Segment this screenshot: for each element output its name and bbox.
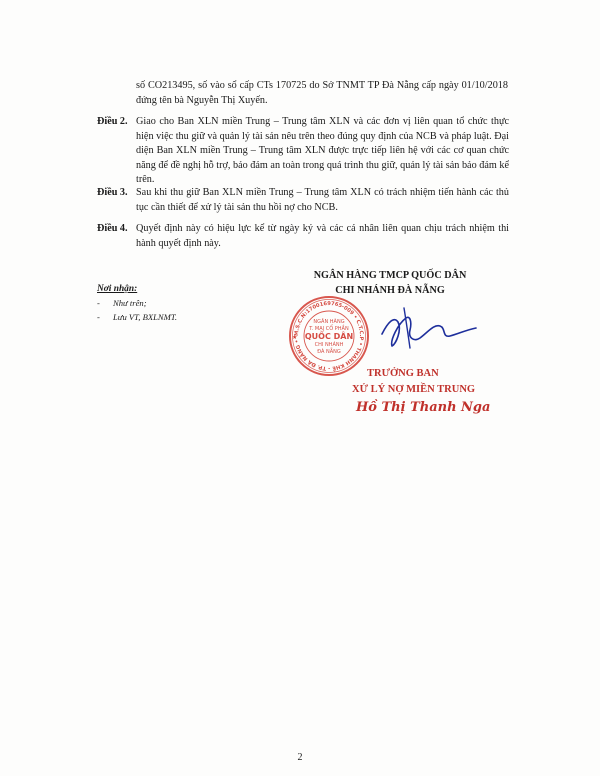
signer-department: XỬ LÝ NỢ MIỀN TRUNG (352, 384, 476, 395)
page-number: 2 (297, 752, 303, 763)
recipient-item-text: Lưu VT, BXLNMT. (113, 312, 178, 322)
article-3-text: Sau khi thu giữ Ban XLN miền Trung – Trung tâm XLN có trách nhiệm tiến hành các thủ tục cần thiết để xử lý tài sản thu hồi nợ cho NCB. (136, 187, 509, 213)
article-3-label: Điều 3. (97, 187, 128, 198)
seal-center-line3: QUỐC DÂN (304, 332, 354, 341)
recipient-item-text: Như trên; (113, 298, 147, 308)
signer-title: TRƯỞNG BAN (367, 368, 439, 379)
handwritten-signature (380, 300, 480, 360)
branch-name: CHI NHÁNH ĐÀ NẴNG (335, 285, 445, 296)
seal-center-line4: CHI NHÁNH (314, 342, 344, 348)
recipient-item: - Lưu VT, BXLNMT. (97, 312, 178, 322)
article-4-label: Điều 4. (97, 223, 128, 234)
recipient-item: - Như trên; (97, 298, 147, 308)
seal-center-line5: ĐÀ NẴNG (317, 349, 341, 355)
seal-star-icon: ★ (292, 335, 298, 341)
article-2-text: Giao cho Ban XLN miền Trung – Trung tâm XLN và các đơn vị liên quan tổ chức thực hiện việc thu giữ và quản lý tài sản nêu trên theo đúng quy định của NCB và pháp luật. Đại diện Ban XLN miền Trung – Trung tâm XLN được trực tiếp liên hệ với các cơ quan chức năng để đề nghị hỗ trợ, bảo đảm an toàn trong quá trình thu giữ, quản lý tài sản bảo đảm kể trên. (136, 116, 509, 186)
article-4 (97, 222, 509, 251)
signer-name: Hồ Thị Thanh Nga (356, 400, 491, 415)
company-seal (288, 295, 370, 377)
seal-center-line1: NGÂN HÀNG (313, 319, 345, 325)
article-4-text: Quyết định này có hiệu lực kể từ ngày ký và các cá nhân liên quan chịu trách nhiệm thi hành quyết định này. (136, 223, 509, 249)
recipients-heading: Nơi nhận: (97, 284, 138, 294)
seal-center-line2: T. MẠI CỔ PHẦN (309, 326, 349, 332)
seal-ring-text: M.S.C.N:1700169765-009 • C.T.C.P • THANH KHÊ - TP. ĐÀ NẴNG • (293, 300, 365, 372)
recipients-block (97, 282, 177, 324)
intro-paragraph: số CO213495, số vào sổ cấp CTs 170725 do Sở TNMT TP Đà Nẵng cấp ngày 01/10/2018 đứng tên bà Nguyễn Thị Xuyến. (136, 80, 508, 106)
article-2-label: Điều 2. (97, 116, 128, 127)
org-name: NGÂN HÀNG TMCP QUỐC DÂN (313, 270, 467, 281)
signature-block (290, 268, 490, 298)
article-2 (97, 115, 509, 188)
article-3 (97, 186, 509, 215)
